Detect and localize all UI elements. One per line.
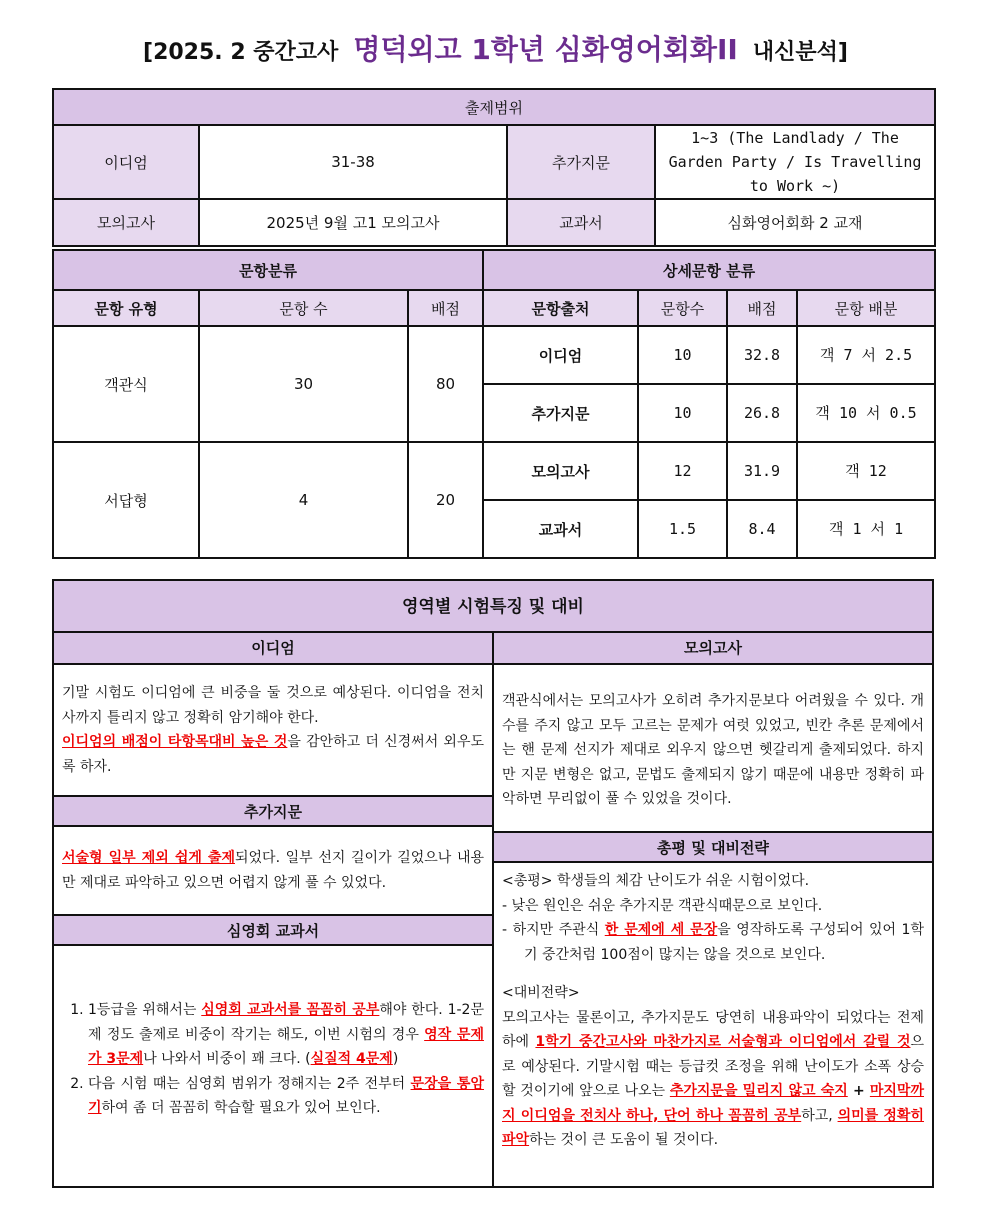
detail-count: 1.5 [638,500,727,558]
detail-source: 이디엄 [483,326,638,384]
text-run: 모의고사는 물론이고, 추가지문도 당연히 내용파악이 되었다는 전제 하에 [502,1009,924,1050]
mock-text: 객관식에서는 모의고사가 오히려 추가지문보다 어려웠을 수 있다. 개수를 주지 않고 모두 고르는 문제가 여럿 있었고, 빈칸 추론 문제에서는 핸 문제 선지가 제대로 외우지 않으면 헷갈리게 출제되었다. 하지만 지문 변형은 없고, 문법도 출제되지 않기 때문에 내용만 정확히 파악하면 무리없이 풀 수 있었을 것이다. [502,693,924,807]
text-run: 하고, [801,1107,838,1124]
section-header-textbook: 심영회 교과서 [54,914,492,946]
analysis-right-column [494,633,932,1186]
extra-rest: 되었다. 일부 선지 길이가 길었으나 내용만 제대로 파악하고 있으면 어렵지 않게 풀 수 있었다. [62,850,484,891]
section-header-idiom: 이디엄 [54,633,492,665]
type-score: 80 [408,326,483,442]
scope-label: 교과서 [507,199,655,246]
text-run: - 하지만 주관식 [502,922,605,938]
classification-table [52,249,936,559]
extra-text [62,846,484,895]
analysis-title: 영역별 시험특징 및 대비 [54,581,932,633]
scope-value: 31-38 [199,125,507,199]
summary-line: - 낮은 원인은 쉬운 추가지문 객관식때문으로 보인다. [502,897,823,914]
detail-dist: 객 12 [797,442,935,500]
scope-table [52,88,936,247]
summary-line: <총평> 학생들의 체감 난이도가 쉬운 시험이었다. [502,873,810,889]
text-run: 1등급을 위해서는 [88,1002,202,1018]
text-highlight: 영작 문제가 3문제 [88,1026,484,1067]
title-prefix: [2025. 2 중간고사 [143,40,339,65]
analysis-box [52,579,934,1188]
detail-dist: 객 1 서 1 [797,500,935,558]
type-count: 30 [199,326,408,442]
text-run: 하는 것이 큰 도움이 될 것이다. [529,1132,719,1148]
scope-value: 1~3 (The Landlady / The Garden Party / Is Travelling to Work ~) [655,125,935,199]
classify-left-header: 문항분류 [53,250,483,290]
col-header: 배점 [727,290,797,326]
detail-score: 32.8 [727,326,797,384]
col-header: 문항 수 [199,290,408,326]
detail-source: 모의고사 [483,442,638,500]
detail-dist: 객 10 서 0.5 [797,384,935,442]
analysis-left-column [54,633,494,1186]
text-highlight: 문장을 통암기 [88,1075,484,1116]
classify-right-header: 상세문항 분류 [483,250,935,290]
section-header-summary: 총평 및 대비전략 [494,831,932,863]
summary-text [502,869,924,1153]
col-header: 배점 [408,290,483,326]
col-header: 문항수 [638,290,727,326]
idiom-text [62,681,484,779]
text-run: + [847,1083,870,1099]
detail-count: 12 [638,442,727,500]
col-header: 문항 유형 [53,290,199,326]
text-run: 다음 시험 때는 심영회 범위가 정해지는 2주 전부터 [88,1075,411,1092]
text-highlight: 1학기 중간고사와 마찬가지로 서술형과 이디엄에서 갈릴 것 [535,1034,911,1050]
col-header: 문항출처 [483,290,638,326]
text-highlight: 실질적 4문제 [310,1051,393,1067]
scope-header: 출제범위 [53,89,935,125]
title-main: 명덕외고 1학년 심화영어회화II [353,33,738,66]
detail-source: 추가지문 [483,384,638,442]
scope-label: 추가지문 [507,125,655,199]
detail-count: 10 [638,384,727,442]
scope-value: 심화영어회화 2 교재 [655,199,935,246]
title-suffix: 내신분석] [752,40,848,65]
scope-label: 이디엄 [53,125,199,199]
text-highlight: 한 문제에 세 문장 [604,922,718,938]
strategy-label: <대비전략> [502,985,580,1001]
detail-score: 8.4 [727,500,797,558]
scope-label: 모의고사 [53,199,199,246]
section-header-extra: 추가지문 [54,795,492,827]
extra-highlight: 서술형 일부 제외 쉽게 출제 [62,850,235,866]
text-run: ) [392,1051,399,1067]
type-count: 4 [199,442,408,558]
strategy-text [502,1006,924,1153]
section-header-mock: 모의고사 [494,633,932,665]
text-run: 나 나와서 비중이 꽤 크다. ( [143,1051,311,1067]
col-header: 문항 배분 [797,290,935,326]
detail-score: 26.8 [727,384,797,442]
type-score: 20 [408,442,483,558]
scope-value: 2025년 9월 고1 모의고사 [199,199,507,246]
text-highlight: 의미를 정확히 파악 [502,1107,924,1148]
text-highlight: 추가지문을 밀리지 않고 숙지 [669,1083,848,1099]
idiom-p1: 기말 시험도 이디엄에 큰 비중을 둘 것으로 예상된다. 이디엄을 전치사까지 틀리지 않고 정확히 암기해야 한다. [62,685,484,726]
detail-dist: 객 7 서 2.5 [797,326,935,384]
text-run: 을 영작하도록 구성되어 있어 1학기 중간처럼 100점이 많지는 않을 것으로 보인다. [524,922,924,963]
textbook-item [88,998,484,1072]
type-cell: 객관식 [53,326,199,442]
summary-line [502,918,924,967]
page-title [0,28,991,68]
text-highlight: 심영회 교과서를 꼼꼼히 공부 [201,1002,380,1018]
idiom-p2: 을 감안하고 더 신경써서 외우도록 하자. [62,734,484,775]
idiom-highlight: 이디엄의 배점이 타항목대비 높은 것 [62,734,288,750]
text-highlight: 마지막까지 이디엄을 전치사 하나, 단어 하나 꼼꼼히 공부 [502,1083,924,1124]
detail-score: 31.9 [727,442,797,500]
type-cell: 서답형 [53,442,199,558]
textbook-item [88,1072,484,1121]
detail-count: 10 [638,326,727,384]
textbook-text [62,998,484,1121]
text-run: 으로 예상된다. 기말시험 때는 등급컷 조정을 위해 난이도가 소폭 상승할 것이기에 앞으로 나오는 [502,1034,925,1099]
text-run: 하여 좀 더 꼼꼼히 학습할 필요가 있어 보인다. [101,1100,381,1116]
text-run: 해야 한다. 1-2문제 정도 출제로 비중이 작기는 해도, 이번 시험의 경우 [88,1002,484,1043]
detail-source: 교과서 [483,500,638,558]
